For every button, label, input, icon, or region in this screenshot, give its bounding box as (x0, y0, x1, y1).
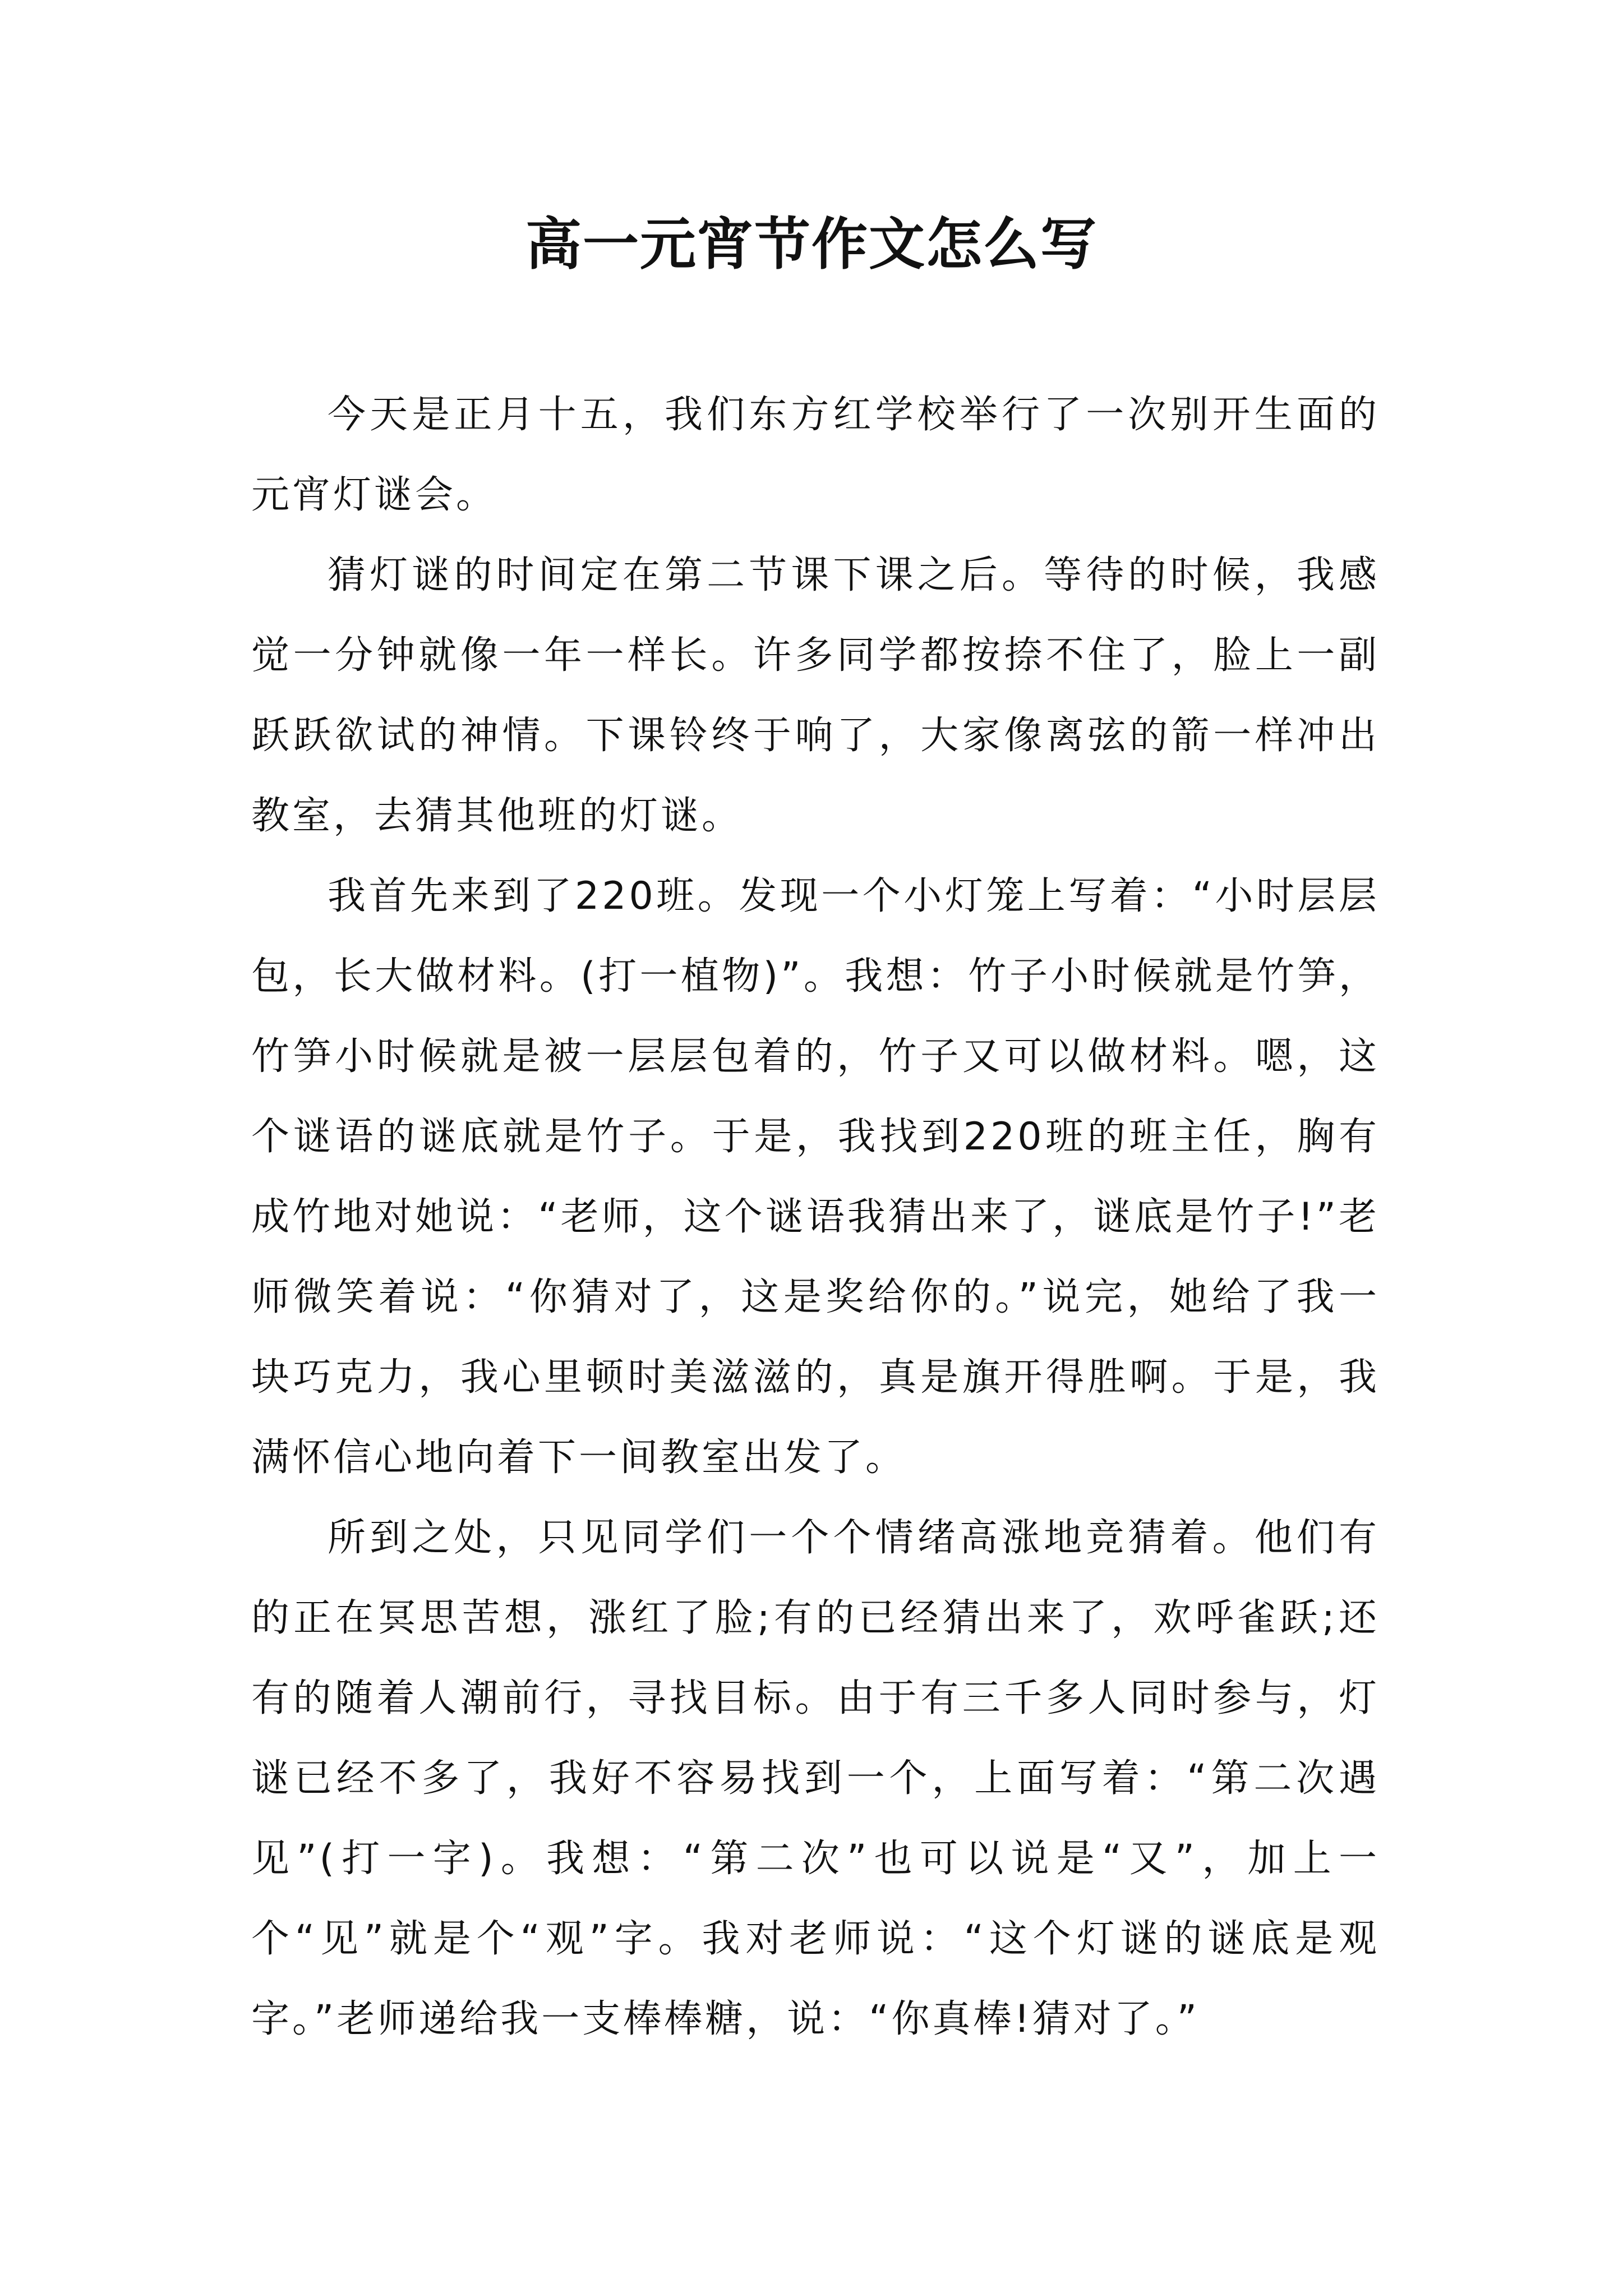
essay-body (251, 375, 1380, 2059)
paragraph-1: 今天是正月十五，我们东方红学校举行了一次别开生面的元宵灯谜会。 (251, 393, 1380, 517)
paragraph-3: 我首先来到了220班。发现一个小灯笼上写着：“小时层层包，长大做材料。(打一植物)”。我想：竹子小时候就是竹笋，竹笋小时候就是被一层层包着的，竹子又可以做材料。嗯，这个谜语的谜底就是竹子。于是，我找到220班的班主任，胸有成竹地对她说：“老师，这个谜语我猜出来了，谜底是竹子!”老师微笑着说：“你猜对了，这是奖给你的。”说完，她给了我一块巧克力，我心里顿时美滋滋的，真是旗开得胜啊。于是，我满怀信心地向着下一间教室出发了。 (251, 874, 1380, 1480)
paragraph-2: 猜灯谜的时间定在第二节课下课之后。等待的时候，我感觉一分钟就像一年一样长。许多同学都按捺不住了，脸上一副跃跃欲试的神情。下课铃终于响了，大家像离弦的箭一样冲出教室，去猜其他班的灯谜。 (251, 553, 1380, 838)
paragraph-4: 所到之处，只见同学们一个个情绪高涨地竞猜着。他们有的正在冥思苦想，涨红了脸;有的已经猜出来了，欢呼雀跃;还有的随着人潮前行，寻找目标。由于有三千多人同时参与，灯谜已经不多了，我好不容易找到一个，上面写着：“第二次遇见”(打一字)。我想：“第二次”也可以说是“又”，加上一个“见”就是个“观”字。我对老师说：“这个灯谜的谜底是观字。”老师递给我一支棒棒糖，说：“你真棒!猜对了。” (251, 1516, 1380, 2041)
document-title: 高一元宵节作文怎么写 (525, 211, 1098, 277)
